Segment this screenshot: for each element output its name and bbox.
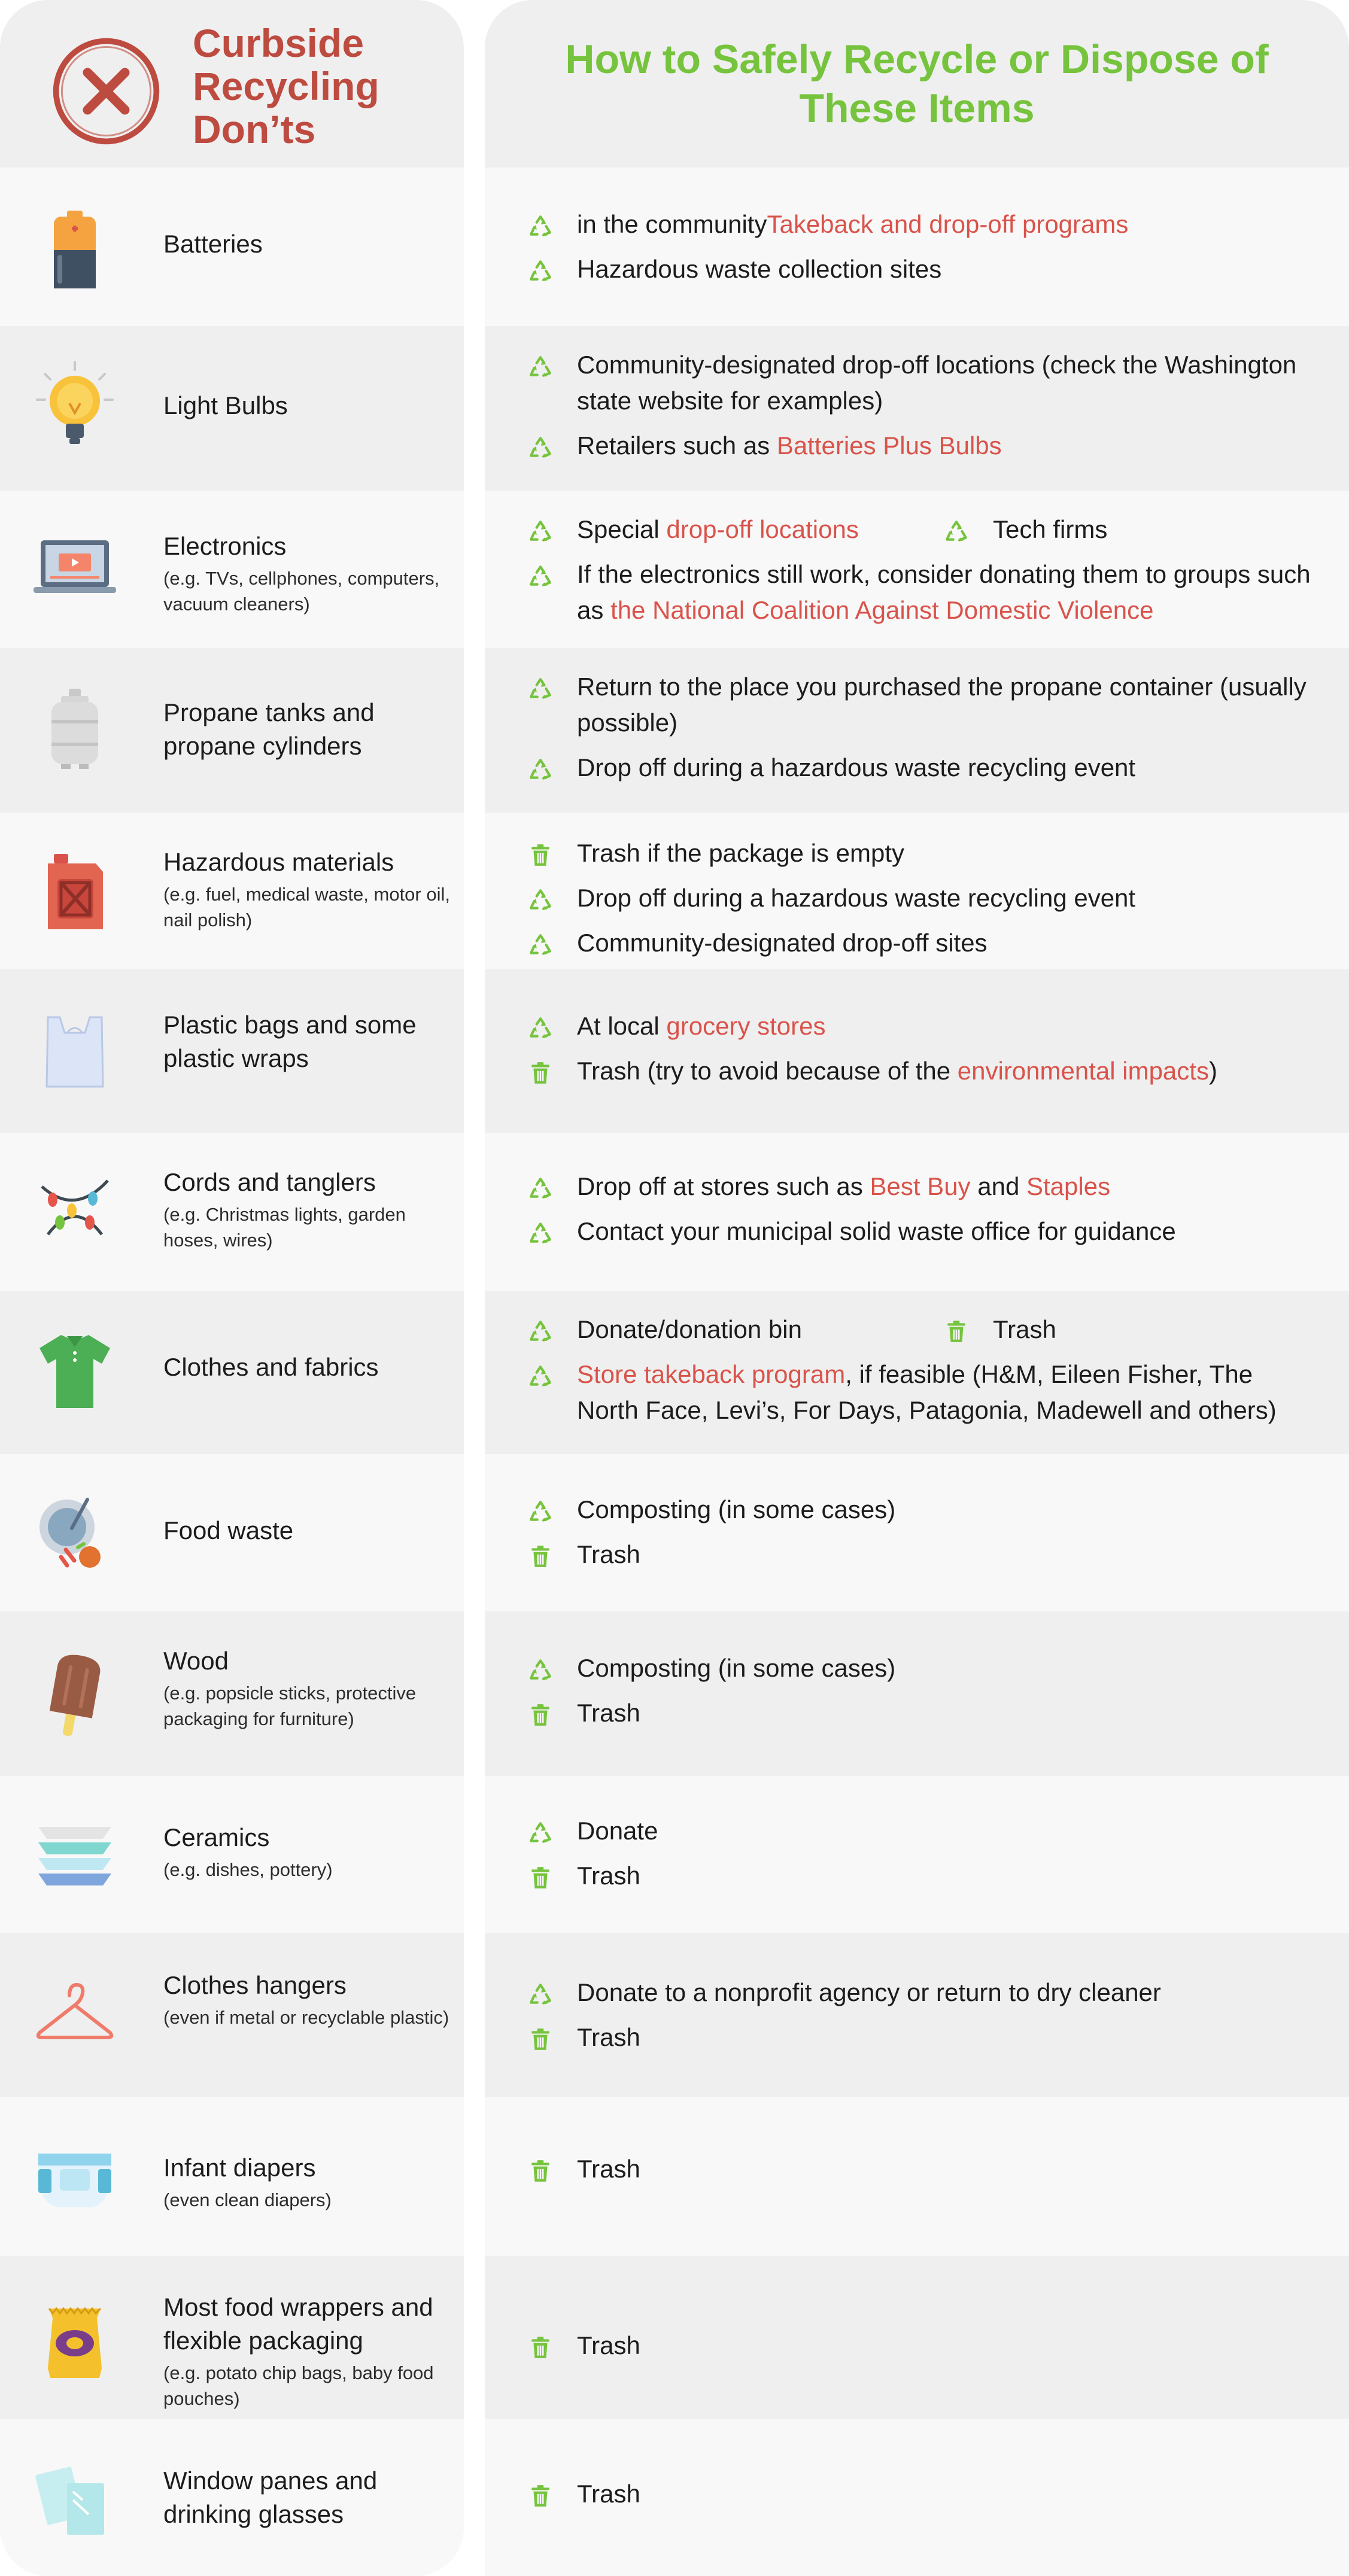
laptop-icon: [30, 524, 120, 613]
option-list: [528, 1650, 1313, 1731]
item-name: Infant diapers: [163, 2154, 316, 2182]
option-text: Special: [577, 515, 667, 543]
option-item: [528, 835, 1313, 871]
recycle-icon: [528, 931, 553, 956]
option-list: [528, 512, 1313, 628]
item-text: [163, 2291, 451, 2411]
shirt-icon: [30, 1325, 120, 1415]
option-text: in the community: [577, 210, 767, 238]
christmas-lights-icon: [30, 1163, 120, 1252]
recycle-icon: [528, 1318, 553, 1343]
stacked-dishes-icon: [30, 1809, 120, 1899]
chip-bag-icon: [30, 2298, 120, 2388]
item-row: [0, 2256, 464, 2419]
option-text: Trash: [577, 1862, 640, 1890]
option-text: Hazardous waste collection sites: [577, 255, 942, 283]
glass-panes-icon: [30, 2458, 120, 2548]
methods-column: [485, 0, 1349, 2576]
option-text: If the electronics still work, consider donating them to groups such as: [577, 560, 1311, 624]
diaper-icon: [30, 2133, 120, 2223]
item-text: [163, 2464, 451, 2531]
option-item: [528, 1813, 1313, 1849]
option-link[interactable]: environmental impacts: [957, 1057, 1209, 1085]
option-item: [528, 1492, 1313, 1528]
item-row: [0, 491, 464, 648]
trash-icon: [528, 1059, 553, 1084]
trash-icon: [528, 2482, 553, 2507]
option-list: [528, 206, 1313, 287]
item-row: [0, 1776, 464, 1933]
method-row: [485, 969, 1349, 1133]
method-row: [485, 1933, 1349, 2097]
option-text: Donate to a nonprofit agency or return to dry cleaner: [577, 1978, 1161, 2006]
method-row: [485, 1291, 1349, 1454]
option-text: Retailers such as: [577, 431, 777, 460]
option-text: Trash: [577, 1540, 640, 1568]
method-row: [485, 2097, 1349, 2256]
recycle-icon: [528, 212, 553, 238]
item-row: [0, 2419, 464, 2576]
trash-icon: [528, 1701, 553, 1726]
option-link[interactable]: Store takeback program: [577, 1360, 846, 1388]
hanger-icon: [30, 1972, 120, 2061]
option-text: Trash: [577, 2331, 640, 2359]
option-item: [528, 512, 859, 548]
item-name: Plastic bags and some plastic wraps: [163, 1011, 417, 1072]
item-row: [0, 326, 464, 491]
item-name: Electronics: [163, 532, 287, 560]
option-item: [528, 669, 1313, 741]
recycle-icon: [528, 257, 553, 282]
option-text: Trash: [577, 2480, 640, 2508]
option-text: Drop off at stores such as: [577, 1172, 870, 1200]
recycle-icon: [528, 518, 553, 543]
recycle-icon: [528, 1175, 553, 1200]
option-item: [528, 1858, 1313, 1894]
recycle-icon: [528, 1981, 553, 2006]
option-item: [528, 556, 1313, 628]
method-row: [485, 648, 1349, 813]
option-text: Community-designated drop-off locations (check the Washington state website for examples): [577, 351, 1297, 415]
option-item: [528, 1357, 1313, 1428]
left-title: Curbside Recycling Don’ts: [193, 21, 379, 151]
option-item: [528, 347, 1313, 419]
item-text: [163, 1644, 451, 1732]
recycle-icon: [528, 1498, 553, 1523]
option-text: Composting (in some cases): [577, 1495, 896, 1523]
recycle-icon: [528, 1219, 553, 1245]
item-name: Clothes hangers: [163, 1971, 347, 1999]
item-text: [163, 530, 451, 617]
option-item: [528, 1214, 1313, 1249]
trash-icon: [528, 1543, 553, 1568]
item-note: (e.g. popsicle sticks, protective packaging for furniture): [163, 1683, 417, 1729]
item-row: [0, 1611, 464, 1776]
option-text: ): [1208, 1057, 1217, 1085]
trash-icon: [528, 1864, 553, 1889]
item-text: [163, 2151, 451, 2213]
item-note: (even if metal or recyclable plastic): [163, 2007, 449, 2028]
light-bulb-icon: [30, 359, 120, 449]
item-name: Wood: [163, 1647, 229, 1675]
option-pair: [528, 512, 1313, 548]
option-item: [528, 1695, 1313, 1731]
item-row: [0, 813, 464, 969]
option-list: [528, 835, 1313, 961]
option-item: [528, 1008, 1313, 1044]
option-item: [528, 880, 1313, 916]
item-name: Window panes and drinking glasses: [163, 2466, 378, 2528]
item-name: Ceramics: [163, 1823, 270, 1851]
item-name: Propane tanks and propane cylinders: [163, 698, 375, 760]
item-text: [163, 1514, 451, 1547]
option-item: [528, 2328, 1313, 2364]
item-note: (e.g. fuel, medical waste, motor oil, nail polish): [163, 884, 450, 930]
recycle-icon: [528, 562, 553, 588]
method-row: [485, 326, 1349, 491]
item-row: [0, 2097, 464, 2256]
item-name: Light Bulbs: [163, 391, 288, 419]
option-link[interactable]: grocery stores: [666, 1012, 826, 1040]
option-item: [528, 251, 1313, 287]
method-row: [485, 2256, 1349, 2419]
option-text: Donate: [577, 1817, 658, 1845]
method-row: [485, 491, 1349, 648]
items-column: [0, 0, 464, 2576]
item-text: [163, 1969, 451, 2030]
option-text: Trash (try to avoid because of the: [577, 1057, 958, 1085]
fuel-can-icon: [30, 846, 120, 935]
method-row: [485, 168, 1349, 326]
item-text: [163, 227, 451, 261]
trash-icon: [528, 2157, 553, 2182]
option-item: [528, 925, 1313, 961]
left-header: [0, 0, 464, 168]
recycle-icon: [528, 1014, 553, 1039]
option-list: [528, 347, 1313, 464]
item-row: [0, 1454, 464, 1611]
recycle-icon: [528, 1656, 553, 1681]
option-text: Drop off during a hazardous waste recycling event: [577, 884, 1136, 912]
option-item: [944, 1312, 1056, 1348]
option-item: [528, 1169, 1313, 1205]
option-link[interactable]: the National Coalition Against Domestic Violence: [610, 596, 1154, 624]
option-list: [528, 2476, 1313, 2512]
no-x-icon: [48, 33, 165, 150]
trash-icon: [528, 2025, 553, 2051]
recycle-icon: [528, 1362, 553, 1388]
option-link[interactable]: Takeback and drop-off programs: [767, 210, 1129, 238]
trash-icon: [944, 1318, 969, 1343]
item-text: [163, 696, 451, 763]
option-text: Trash if the package is empty: [577, 839, 905, 867]
item-row: [0, 969, 464, 1133]
option-list: [528, 1492, 1313, 1573]
popsicle-icon: [30, 1650, 120, 1740]
option-item: [528, 2151, 1313, 2187]
option-item: [528, 1312, 802, 1348]
option-text: and: [970, 1172, 1026, 1200]
recycle-icon: [944, 518, 969, 543]
option-text: Trash: [577, 2155, 640, 2183]
method-row: [485, 1611, 1349, 1776]
item-name: Batteries: [163, 230, 263, 258]
option-list: [528, 669, 1313, 786]
option-item: [528, 1537, 1313, 1573]
method-row: [485, 1133, 1349, 1291]
item-row: [0, 1933, 464, 2097]
recycle-icon: [528, 434, 553, 459]
item-name: Clothes and fabrics: [163, 1353, 379, 1381]
item-note: (e.g. dishes, pottery): [163, 1859, 333, 1880]
item-text: [163, 1166, 451, 1253]
option-list: [528, 2328, 1313, 2364]
item-note: (e.g. Christmas lights, garden hoses, wires): [163, 1204, 406, 1251]
option-item: [528, 206, 1313, 242]
option-link[interactable]: Best Buy: [870, 1172, 971, 1200]
right-title: How to Safely Recycle or Dispose of These Items: [565, 37, 1269, 131]
option-item: [528, 1650, 1313, 1686]
plastic-bag-icon: [30, 1005, 120, 1095]
propane-tank-icon: [30, 684, 120, 774]
option-text: At local: [577, 1012, 667, 1040]
option-pair: [528, 1312, 1313, 1348]
option-list: [528, 1975, 1313, 2055]
item-note: (e.g. TVs, cellphones, computers, vacuum cleaners): [163, 568, 440, 615]
option-item: [528, 1053, 1313, 1089]
item-text: [163, 846, 451, 933]
trash-icon: [528, 841, 553, 866]
option-item: [528, 1975, 1313, 2011]
item-name: Food waste: [163, 1516, 294, 1544]
recycle-icon: [528, 886, 553, 911]
option-text: Tech firms: [993, 515, 1108, 543]
option-text: Return to the place you purchased the propane container (usually possible): [577, 673, 1307, 737]
option-list: [528, 2151, 1313, 2187]
option-link[interactable]: Batteries Plus Bulbs: [776, 431, 1002, 460]
method-row: [485, 1776, 1349, 1933]
option-link[interactable]: drop-off locations: [666, 515, 859, 543]
option-text: Drop off during a hazardous waste recycling event: [577, 753, 1136, 781]
method-row: [485, 2419, 1349, 2576]
item-text: [163, 1821, 451, 1882]
option-item: [528, 750, 1313, 786]
recycle-icon: [528, 353, 553, 378]
right-header: [485, 0, 1349, 168]
recycle-icon: [528, 756, 553, 781]
item-row: [0, 1291, 464, 1454]
option-item: [528, 2476, 1313, 2512]
option-list: [528, 1813, 1313, 1894]
item-row: [0, 168, 464, 326]
food-plate-icon: [30, 1490, 120, 1580]
method-row: [485, 1454, 1349, 1611]
item-note: (e.g. potato chip bags, baby food pouches): [163, 2362, 434, 2409]
item-name: Cords and tanglers: [163, 1168, 376, 1196]
trash-icon: [528, 2334, 553, 2359]
option-item: [944, 512, 1107, 548]
item-text: [163, 389, 451, 422]
option-text: Composting (in some cases): [577, 1654, 896, 1682]
option-text: Contact your municipal solid waste office for guidance: [577, 1217, 1176, 1245]
option-text: Trash: [577, 1699, 640, 1727]
item-row: [0, 1133, 464, 1291]
option-link[interactable]: Staples: [1026, 1172, 1111, 1200]
recycle-icon: [528, 675, 553, 700]
option-text: Trash: [577, 2023, 640, 2051]
option-text: Donate/donation bin: [577, 1315, 802, 1343]
method-row: [485, 813, 1349, 969]
option-item: [528, 428, 1313, 464]
option-text: Community-designated drop-off sites: [577, 929, 988, 957]
item-note: (even clean diapers): [163, 2189, 332, 2210]
option-item: [528, 2020, 1313, 2055]
option-text: , if feasible (H&M, Eileen Fisher, The North Face, Levi’s, For Days, Patagonia, Madewell and others): [577, 1360, 1277, 1424]
item-row: [0, 648, 464, 813]
option-text: Trash: [993, 1315, 1056, 1343]
option-list: [528, 1008, 1313, 1089]
item-name: Hazardous materials: [163, 848, 394, 876]
item-text: [163, 1008, 451, 1075]
item-text: [163, 1351, 451, 1384]
option-list: [528, 1312, 1313, 1428]
battery-icon: [30, 203, 120, 293]
item-name: Most food wrappers and flexible packaging: [163, 2293, 433, 2355]
option-list: [528, 1169, 1313, 1249]
recycle-icon: [528, 1819, 553, 1844]
